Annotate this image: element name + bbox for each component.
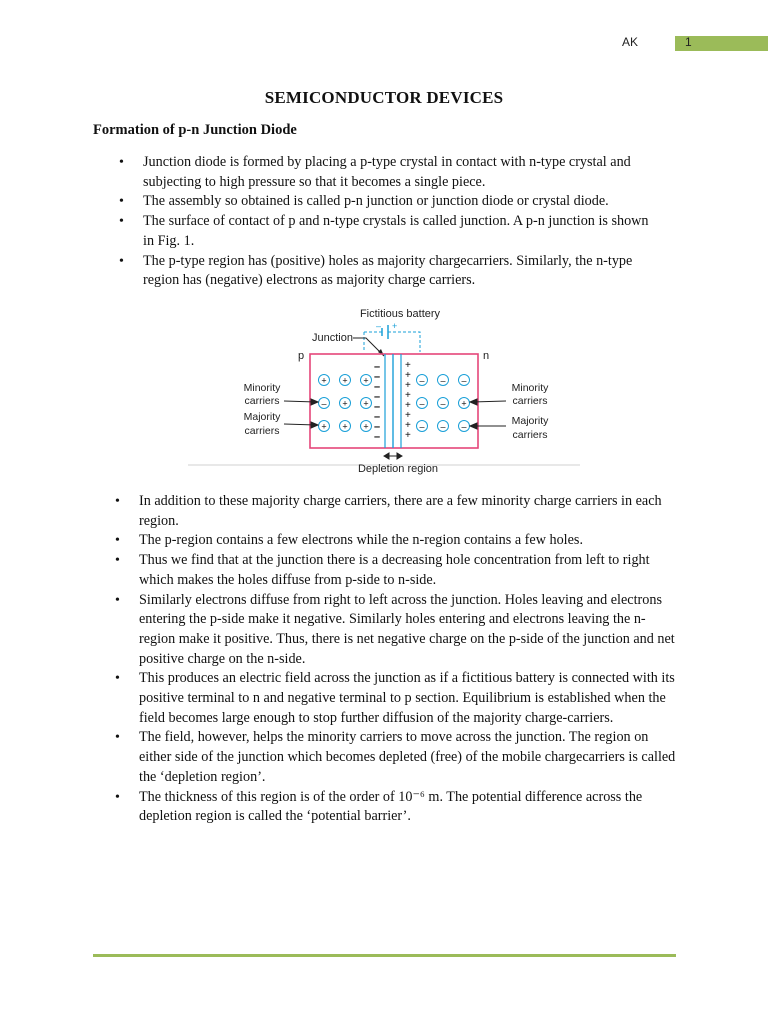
- list-item: • The p-region contains a few electrons while the n-region contains a few holes.: [139, 531, 679, 551]
- section-heading: Formation of p-n Junction Diode: [93, 122, 297, 138]
- depletion-region-label: Depletion region: [357, 463, 439, 475]
- arrow-right-icon: [311, 422, 318, 428]
- svg-text:+: +: [405, 370, 411, 381]
- list-item: • The surface of contact of p and n-type crystals is called junction. A p-n junction is shown in Fig. 1.: [143, 212, 663, 251]
- junction-label: Junction: [312, 332, 353, 344]
- svg-text:–: –: [374, 401, 381, 413]
- list-item: • Similarly electrons diffuse from right to left across the junction. Holes leaving and electrons entering the p-side make it negative. Similarly holes entering and electrons leaving the n-region make it positive. Thus, there is net negative charge on the p-side of the junction and net positive charge on the n-side.: [139, 591, 679, 670]
- svg-text:–: –: [374, 421, 381, 433]
- svg-text:+: +: [405, 410, 411, 421]
- minority-left-label-1: Minority: [243, 382, 281, 394]
- arrow-left-icon: [470, 423, 477, 429]
- bullet-list-bottom: [139, 492, 679, 827]
- svg-text:+: +: [363, 421, 369, 432]
- majority-left-label-1: Majority: [243, 411, 281, 423]
- minority-right-label-1: Minority: [511, 382, 549, 394]
- positive-ions: [405, 360, 411, 441]
- battery-plus-icon: +: [392, 321, 398, 331]
- svg-text:–: –: [374, 381, 381, 393]
- svg-text:–: –: [374, 411, 381, 423]
- list-item: • This produces an electric field across the junction as if a fictitious battery is connected with its positive terminal to n and negative terminal to p section. Equilibrium is established when the field becomes large enough to stop further diffusion of the majority charge-carriers.: [139, 669, 679, 728]
- list-item: • Junction diode is formed by placing a p-type crystal in contact with n-type crystal and subjecting to high pressure so that it becomes a single piece.: [143, 153, 663, 192]
- battery-label: Fictitious battery: [359, 308, 441, 320]
- battery-wire: [364, 332, 420, 352]
- svg-text:–: –: [419, 398, 425, 409]
- svg-text:+: +: [363, 398, 369, 409]
- majority-left-label-2: carriers: [244, 425, 280, 437]
- svg-text:+: +: [405, 360, 411, 371]
- svg-text:–: –: [440, 398, 446, 409]
- svg-text:–: –: [374, 371, 381, 383]
- svg-text:+: +: [405, 430, 411, 441]
- arrow-right-icon: [311, 399, 318, 405]
- svg-text:+: +: [405, 380, 411, 391]
- svg-text:+: +: [405, 400, 411, 411]
- majority-right-label-1: Majority: [511, 415, 549, 427]
- list-item: • The p-type region has (positive) holes as majority chargecarriers. Similarly, the n-type region has (negative) electrons as majority charge carriers.: [143, 252, 663, 291]
- svg-text:+: +: [342, 398, 348, 409]
- list-item: • In addition to these majority charge carriers, there are a few minority charge carriers in each region.: [139, 492, 679, 531]
- svg-text:–: –: [461, 421, 467, 432]
- majority-right-label-2: carriers: [512, 429, 548, 441]
- negative-ions: [374, 361, 380, 443]
- svg-text:+: +: [342, 375, 348, 386]
- svg-text:–: –: [419, 375, 425, 386]
- carrier-signs: [321, 376, 466, 432]
- pn-crystal-box: [310, 354, 478, 448]
- page-title: SEMICONDUCTOR DEVICES: [264, 88, 504, 107]
- svg-text:–: –: [374, 431, 381, 443]
- junction-arrow-icon: [378, 349, 384, 356]
- svg-text:–: –: [374, 361, 381, 373]
- arrow-right-icon: [397, 453, 402, 459]
- list-item: • The thickness of this region is of the order of 10⁻⁶ m. The potential difference across the depletion region is called the ‘potential barrier’.: [139, 788, 679, 827]
- svg-text:–: –: [461, 375, 467, 386]
- footer-divider: [93, 954, 676, 957]
- list-item: • Thus we find that at the junction there is a decreasing hole concentration from left to right which makes the holes diffuse from p-side to n-side.: [139, 551, 679, 590]
- svg-text:–: –: [440, 375, 446, 386]
- svg-text:+: +: [321, 421, 327, 432]
- svg-text:+: +: [342, 421, 348, 432]
- n-region-label: n: [483, 350, 490, 362]
- minority-left-label-2: carriers: [244, 395, 280, 407]
- p-region-label: p: [298, 350, 305, 362]
- battery-minus-icon: –: [376, 321, 382, 331]
- svg-text:–: –: [321, 398, 327, 409]
- list-item: • The assembly so obtained is called p-n junction or junction diode or crystal diode.: [143, 192, 663, 212]
- arrow-left-icon: [384, 453, 389, 459]
- bullet-list-top: [143, 153, 663, 291]
- list-item: • The field, however, helps the minority carriers to move across the junction. The region on either side of the junction which becomes depleted (free) of the mobile chargecarriers is called the ‘depletion region’.: [139, 728, 679, 787]
- pn-junction-figure: [188, 300, 588, 480]
- svg-text:–: –: [440, 421, 446, 432]
- svg-text:+: +: [321, 375, 327, 386]
- svg-text:+: +: [405, 390, 411, 401]
- svg-text:–: –: [419, 421, 425, 432]
- svg-text:+: +: [405, 420, 411, 431]
- svg-text:–: –: [374, 391, 381, 403]
- svg-text:+: +: [461, 398, 467, 409]
- header-page-number: 1: [685, 35, 692, 49]
- minority-right-label-2: carriers: [512, 395, 548, 407]
- svg-text:+: +: [363, 375, 369, 386]
- header-author: AK: [622, 35, 639, 49]
- arrow-left-icon: [470, 399, 477, 405]
